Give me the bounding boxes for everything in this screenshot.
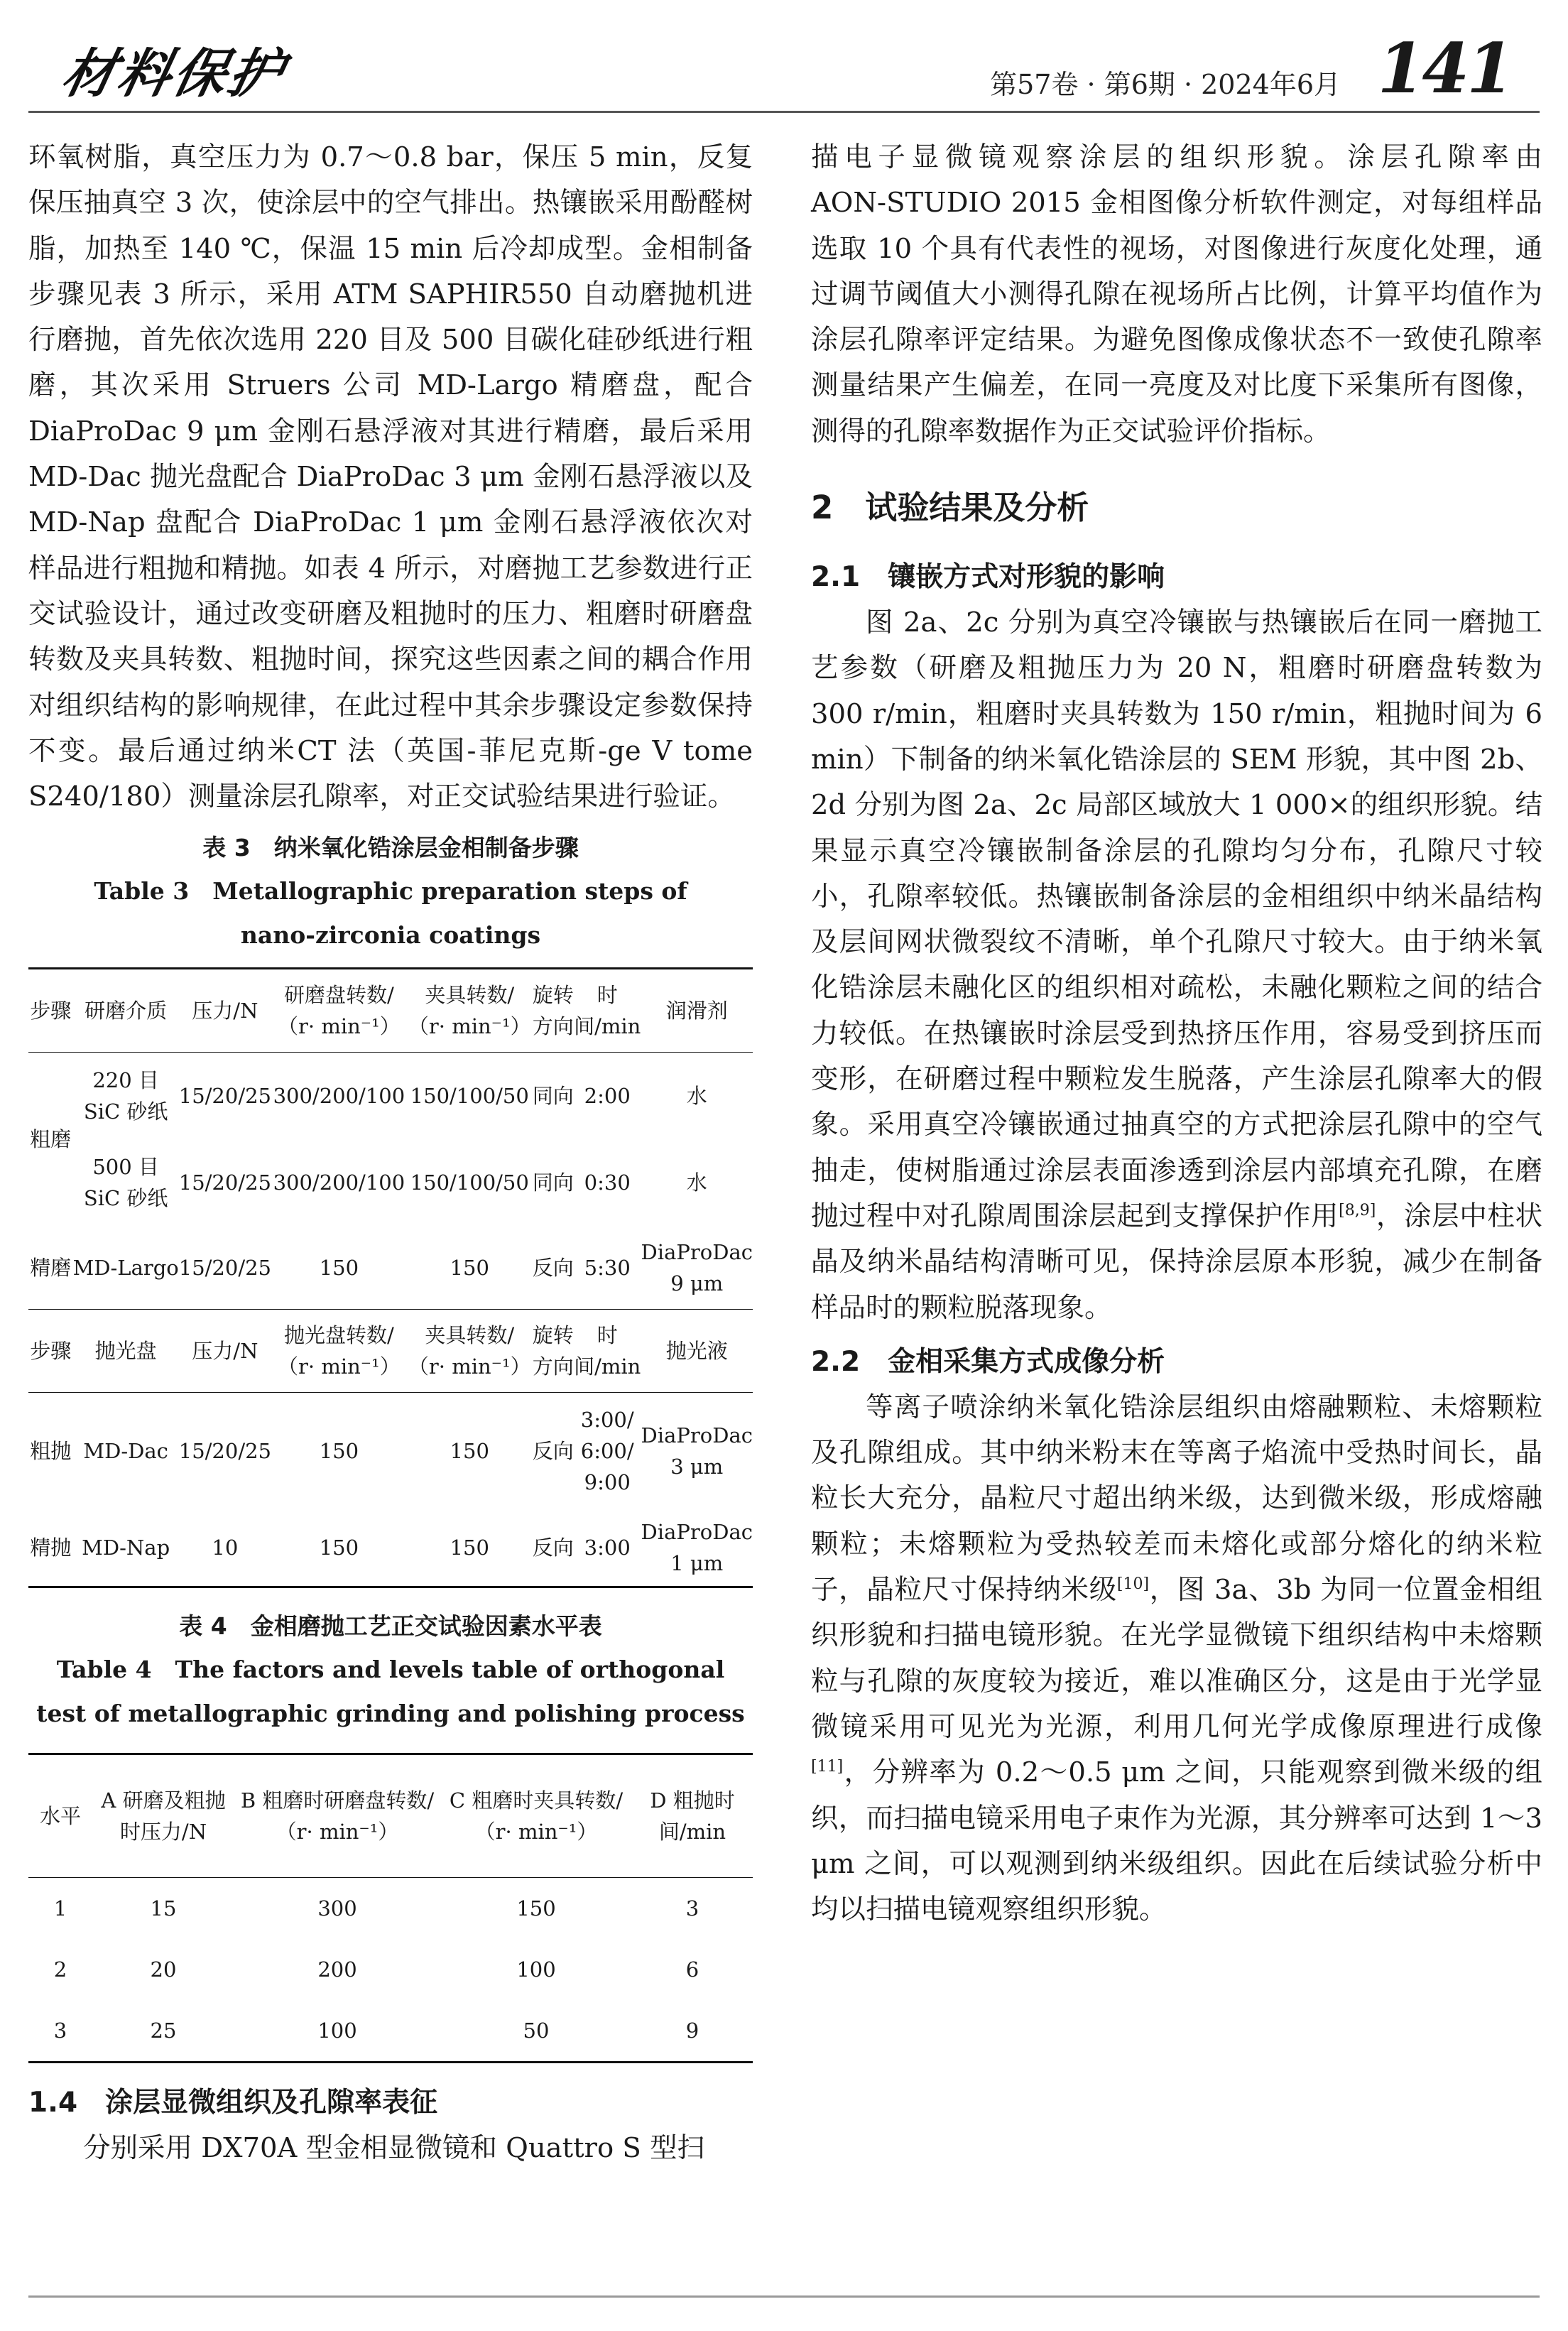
table-row [28, 1053, 753, 1139]
table-cell: 25 [150, 2018, 177, 2043]
table-cell: 3:00 [584, 1536, 631, 1560]
table3-header-cell: 抛光盘 [73, 1310, 179, 1393]
table3-header-cell: 压力/N [179, 1310, 271, 1393]
paragraph-text: ，涂层中柱状晶及纳米晶结构清晰可见，保持涂层原本形貌，减少在制备样品时的颗粒脱落现象。 [811, 1200, 1542, 1324]
table-cell: 150 [516, 1896, 556, 1921]
table-cell: 0:30 [584, 1170, 631, 1195]
table-cell: 20 [150, 1957, 177, 1982]
table-cell: 300/200/100 [273, 1084, 405, 1109]
table3-header-cell: 夹具转数/（r· min⁻¹） [407, 1310, 533, 1393]
paragraph-text: ，分辨率为 0.2～0.5 μm 之间，只能观察到微米级的组织，而扫描电镜采用电子束作为光源，其分辨率可达到 1～3 μm 之间，可以观测到纳米级组织。因此在后续试验分析中均以扫描电镜观察组织形貌。 [811, 1756, 1542, 1926]
section-2-1-title: 2.1 镶嵌方式对形貌的影响 [811, 561, 1165, 594]
table-cell: 150/100/50 [410, 1084, 529, 1109]
right-paragraph-1: 描电子显微镜观察涂层的组织形貌。涂层孔隙率由AON‑STUDIO 2015 金相图像分析软件测定，对每组样品选取 10 个具有代表性的视场，对图像进行灰度化处理，通过调节阈值大小测得孔隙在视场所占比例，计算平均值作为涂层孔隙率评定结果。为避免图像成像状态不一致使孔隙率测量结果产生偏差，在同一亮度及对比度下采集所有图像，测得的孔隙率数据作为正交试验评价指标。 [811, 141, 1542, 447]
table-cell: 150 [450, 1439, 489, 1464]
section-1-4-title: 1.4 涂层显微组织及孔隙率表征 [28, 2087, 438, 2119]
table-cell: 精磨 [30, 1255, 72, 1280]
table-cell: 5:30 [584, 1255, 631, 1280]
table-cell: 同向 [532, 1084, 574, 1109]
table-row [28, 1939, 753, 2000]
table3-header-cell: 压力/N [179, 969, 271, 1053]
table-row [28, 1509, 753, 1587]
table-cell: 150 [319, 1536, 359, 1560]
table-row [28, 1226, 753, 1310]
table-cell: 粗磨 [30, 1127, 72, 1152]
table3-header-cell: 研磨盘转数/（r· min⁻¹） [271, 969, 407, 1053]
table-cell: 反向 [532, 1255, 574, 1280]
table3-caption-en: Table 3 Metallographic preparation steps of nano‑zirconia coatings [94, 877, 687, 950]
table4-caption-zh: 表 4 金相磨抛工艺正交试验因素水平表 [179, 1612, 602, 1641]
table-cell: 150 [319, 1255, 359, 1280]
table3-subheader-row [28, 1310, 753, 1393]
table-cell: 200 [317, 1957, 357, 1982]
table3-header-cell: 研磨介质 [73, 969, 179, 1053]
table-cell: 15 [150, 1896, 177, 1921]
section-2-title: 2 试验结果及分析 [811, 489, 1089, 527]
table-cell: DiaProDac 3 μm [641, 1423, 753, 1479]
paragraph-text: 等离子喷涂纳米氧化锆涂层组织由熔融颗粒、未熔颗粒及孔隙组成。其中纳米粉末在等离子焰流中受热时间长，晶粒长大充分，晶粒尺寸超出纳米级，达到微米级，形成熔融颗粒；未熔颗粒为受热较差而未熔化或部分熔化的纳米粒子，晶粒尺寸保持纳米级 [811, 1391, 1542, 1607]
table-cell: 2 [53, 1957, 67, 1982]
table3-header-cell: 旋转方向 [533, 1310, 574, 1393]
table-cell: 3:00/ 6:00/ 9:00 [580, 1408, 634, 1495]
table-cell: DiaProDac 1 μm [641, 1520, 753, 1576]
table-row [28, 1878, 753, 1940]
left-column [28, 135, 753, 2172]
table-cell: 15/20/25 [178, 1439, 271, 1464]
table-cell: 10 [212, 1536, 239, 1560]
table-cell: 15/20/25 [178, 1170, 271, 1195]
left-paragraph-2: 分别采用 DX70A 型金相显微镜和 Quattro S 型扫 [83, 2132, 704, 2165]
table-cell: 水 [686, 1084, 707, 1109]
footer-rule [28, 2295, 1540, 2298]
paragraph-text: ，图 3a、3b 为同一位置金相组织形貌和扫描电镜形貌。在光学显微镜下组织结构中未熔颗粒与孔隙的灰度较为接近，难以准确区分，这是由于光学显微镜采用可见光为光源，利用几何光学成像原理进行成像 [811, 1574, 1542, 1743]
table-cell: 反向 [532, 1536, 574, 1560]
table3-header-cell: 夹具转数/（r· min⁻¹） [407, 969, 533, 1053]
table-cell: MD‑Dac [83, 1439, 168, 1464]
table-cell: MD‑Largo [72, 1255, 179, 1280]
table-cell: 300 [317, 1896, 357, 1921]
issue-info: 第57卷 · 第6期 · 2024年6月 [990, 69, 1341, 100]
citation-10: [10] [1116, 1575, 1150, 1594]
table-cell: MD‑Nap [82, 1536, 170, 1560]
right-paragraph-3 [811, 1385, 1542, 1933]
table3-header-row [28, 969, 753, 1053]
right-paragraph-2 [811, 600, 1542, 1331]
table-cell: 150 [319, 1439, 359, 1464]
table3-header-cell: 旋转方向 [533, 969, 574, 1053]
table-cell: 1 [53, 1896, 67, 1921]
table3-header-cell: 润滑剂 [641, 969, 753, 1053]
table-row [28, 2000, 753, 2063]
table4-header-cell: B 粗磨时研磨盘转数/（r· min⁻¹） [234, 1754, 440, 1878]
table-cell: 粗抛 [30, 1439, 72, 1464]
table-cell: 6 [685, 1957, 699, 1982]
table-row [28, 1393, 753, 1509]
table-cell: 100 [317, 2018, 357, 2043]
table-cell: 220 目 SiC 砂纸 [83, 1068, 168, 1124]
table3-header-cell: 抛光液 [641, 1310, 753, 1393]
table-cell: 150 [450, 1255, 489, 1280]
table-cell: 300/200/100 [273, 1170, 405, 1195]
citation-11: [11] [811, 1758, 844, 1776]
table-cell: 水 [686, 1170, 707, 1195]
table-cell: 500 目 SiC 砂纸 [83, 1154, 168, 1210]
table-cell: DiaProDac 9 μm [641, 1239, 753, 1295]
table3-caption [28, 827, 753, 957]
right-column [811, 135, 1542, 1933]
table4-header-cell: D 粗抛时间/min [632, 1754, 753, 1878]
table4-caption-en: Table 4 The factors and levels table of orthogonal test of metallographic grinding and polishing process [36, 1656, 745, 1728]
table3-header-cell: 步骤 [28, 969, 73, 1053]
table4-header-cell: 水平 [28, 1754, 92, 1878]
table-cell: 100 [516, 1957, 556, 1982]
table4-header-row [28, 1754, 753, 1878]
header-rule [28, 111, 1540, 113]
table4 [28, 1753, 753, 2063]
table-cell: 同向 [532, 1170, 574, 1195]
table4-header-cell: C 粗磨时夹具转数/（r· min⁻¹） [440, 1754, 632, 1878]
table-row [28, 1139, 753, 1226]
table3-caption-zh: 表 3 纳米氧化锆涂层金相制备步骤 [202, 834, 579, 862]
table-cell: 精抛 [30, 1536, 72, 1560]
journal-logo: 材料保护 [56, 43, 291, 104]
table-cell: 15/20/25 [178, 1255, 271, 1280]
table-cell: 2:00 [584, 1084, 631, 1109]
table-cell: 3 [53, 2018, 67, 2043]
page-number: 141 [1377, 28, 1511, 109]
paragraph-text: 图 2a、2c 分别为真空冷镶嵌与热镶嵌后在同一磨抛工艺参数（研磨及粗抛压力为 20 N，粗磨时研磨盘转数为 300 r/min，粗磨时夹具转数为 150 r/min，粗抛时间为 6 min）下制备的纳米氧化锆涂层的 SEM 形貌，其中图 2b、2d 分别为图 2a、2c 局部区域放大 1 000×的组织形貌。结果显示真空冷镶嵌制备涂层的孔隙均匀分布，孔隙尺寸较小，孔隙率较低。热镶嵌制备涂层的金相组织中纳米晶结构及层间网状微裂纹不清晰，单个孔隙尺寸较大。由于纳米氧化锆涂层未融化区的组织相对疏松，未融化颗粒之间的结合力较低。在热镶嵌时涂层受到热挤压作用，容易受到挤压而变形，在研磨过程中颗粒发生脱落，产生涂层孔隙率大的假象。采用真空冷镶嵌通过抽真空的方式把涂层孔隙中的空气抽走，使树脂通过涂层表面渗透到涂层内部填充孔隙，在磨抛过程中对孔隙周围涂层起到支撑保护作用 [811, 607, 1542, 1232]
table3 [28, 967, 753, 1588]
table-cell: 150 [450, 1536, 489, 1560]
table3-header-cell: 时间/min [574, 969, 641, 1053]
page-header [28, 28, 1525, 107]
table4-header-cell: A 研磨及粗抛时压力/N [92, 1754, 234, 1878]
table-cell: 9 [685, 2018, 699, 2043]
table3-header-cell: 抛光盘转数/（r· min⁻¹） [271, 1310, 407, 1393]
citation-8-9: [8,9] [1339, 1202, 1376, 1220]
table-cell: 150/100/50 [410, 1170, 529, 1195]
table-cell: 50 [523, 2018, 550, 2043]
table-cell: 15/20/25 [178, 1084, 271, 1109]
table-cell: 反向 [532, 1439, 574, 1464]
table4-caption [28, 1605, 753, 1736]
section-2-2-title: 2.2 金相采集方式成像分析 [811, 1345, 1165, 1378]
left-paragraph-1: 环氧树脂，真空压力为 0.7～0.8 bar，保压 5 min，反复保压抽真空 3 次，使涂层中的空气排出。热镶嵌采用酚醛树脂，加热至 140 ℃，保温 15 min 后冷却成型。金相制备步骤见表 3 所示，采用 ATM SAPHIR550 自动磨抛机进行磨抛，首先依次选用 220 目及 500 目碳化硅砂纸进行粗磨，其次采用 Struers 公司 MD‑Largo 精磨盘，配合 DiaProDac 9 μm 金刚石悬浮液对其进行精磨，最后采用 MD‑Dac 抛光盘配合 DiaProDac 3 μm 金刚石悬浮液以及 MD‑Nap 盘配合 DiaProDac 1 μm 金刚石悬浮液依次对样品进行粗抛和精抛。如表 4 所示，对磨抛工艺参数进行正交试验设计，通过改变研磨及粗抛时的压力、粗磨时研磨盘转数及夹具转数、粗抛时间，探究这些因素之间的耦合作用对组织结构的影响规律，在此过程中其余步骤设定参数保持不变。最后通过纳米CT 法（英国‑菲尼克斯‑ge V tome S240/180）测量涂层孔隙率，对正交试验结果进行验证。 [28, 141, 753, 813]
table3-header-cell: 时间/min [574, 1310, 641, 1393]
table-cell: 3 [685, 1896, 699, 1921]
table3-header-cell: 步骤 [28, 1310, 73, 1393]
